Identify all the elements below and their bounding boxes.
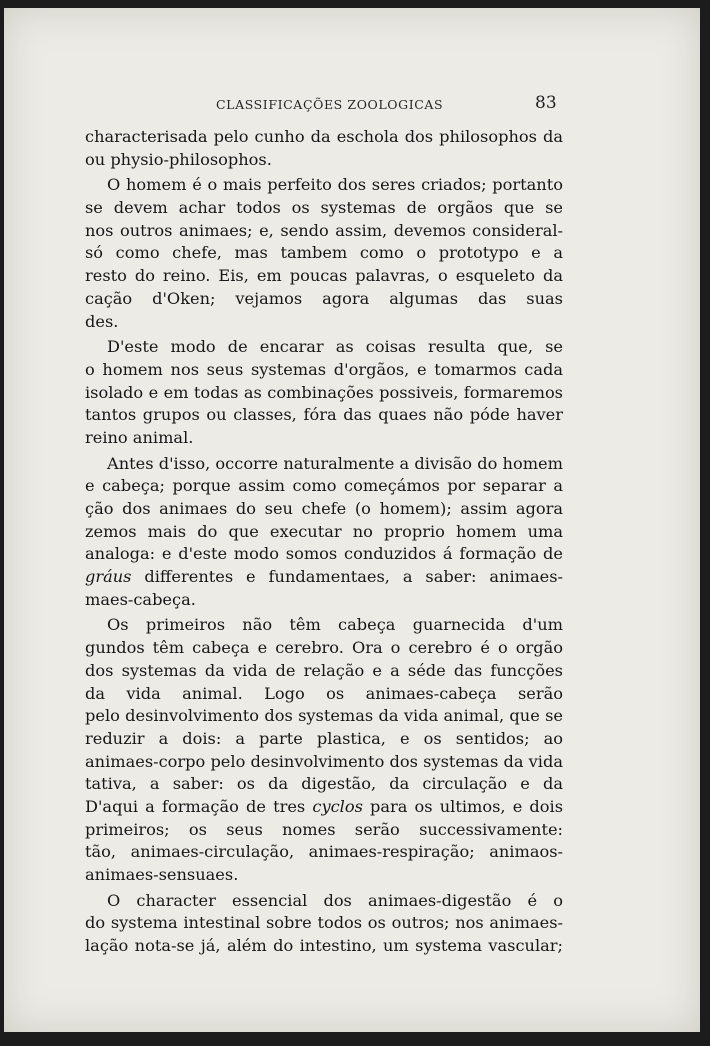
- text-line: gundos têm cabeça e cerebro. Ora o cerebro é o orgão: [85, 638, 563, 658]
- text-line: isolado e em todas as combinações possiveis, formaremos: [85, 382, 563, 402]
- text-line: O character essencial dos animaes-digestão é o: [107, 890, 563, 910]
- paragraph: [85, 336, 563, 449]
- text-line: ou physio-philosophos.: [85, 149, 272, 169]
- text-line: pelo desinvolvimento dos systemas da vida animal, que se: [85, 706, 563, 726]
- text-line: só como chefe, mas tambem como o prototypo e a: [85, 243, 563, 263]
- text-line: D'este modo de encarar as coisas resulta que, se: [107, 337, 563, 357]
- book-page: [4, 8, 700, 1032]
- text-line: maes-cabeça.: [85, 589, 196, 609]
- text-line-with-italic: gráus differentes e fundamentaes, a saber: animaes-: [85, 567, 563, 587]
- text-line: Os primeiros não têm cabeça guarnecida d'um: [107, 615, 563, 635]
- text-line: nos outros animaes; e, sendo assim, devemos consideral-: [85, 220, 563, 240]
- text-line: animaes-corpo pelo desinvolvimento dos systemas da vida: [85, 751, 563, 771]
- text-line: animaes-sensuaes.: [85, 865, 239, 884]
- text-line: characterisada pelo cunho da eschola dos philosophos da: [85, 127, 563, 146]
- text-line: o homem nos seus systemas d'orgãos, e tomarmos cada: [85, 359, 563, 379]
- paragraph: [85, 890, 563, 958]
- text-line: tão, animaes-circulação, animaes-respiração; animaos-: [85, 842, 563, 862]
- text-line: do systema intestinal sobre todos os outros; nos animaes-: [85, 913, 563, 933]
- text-line: O homem é o mais perfeito dos seres criados; portanto: [107, 175, 563, 195]
- text-line: Antes d'isso, occorre naturalmente a divisão do homem: [107, 453, 563, 473]
- text-line: reduzir a dois: a parte plastica, e os sentidos; ao: [85, 728, 563, 748]
- text-line: tativa, a saber: os da digestão, da circulação e da: [85, 774, 563, 794]
- italic-term: gráus: [85, 567, 132, 587]
- text-line: e cabeça; porque assim como começámos por separar a: [85, 476, 563, 496]
- text-line: primeiros; os seus nomes serão successivamente:: [85, 819, 563, 839]
- paragraph: [85, 453, 563, 612]
- paragraph: [85, 126, 563, 171]
- running-title: CLASSIFICAÇÕES ZOOLOGICAS: [216, 97, 444, 112]
- text-line: lação nota-se já, além do intestino, um systema vascular;: [85, 936, 563, 956]
- text-line: dos systemas da vida de relação e a séde das funcções: [85, 660, 563, 680]
- text-line: se devem achar todos os systemas de orgãos que se: [85, 198, 563, 218]
- text-line: resto do reino. Eis, em poucas palavras, o esqueleto da: [85, 266, 563, 286]
- page-number: 83: [535, 93, 557, 113]
- text-line-with-italic: D'aqui a formação de tres cyclos para os ultimos, e dois: [85, 796, 563, 816]
- text-line: ção dos animaes do seu chefe (o homem); assim agora: [85, 499, 563, 518]
- text-line: zemos mais do que executar no proprio homem uma: [85, 521, 563, 541]
- italic-term: cyclos: [312, 796, 363, 816]
- body-text: [85, 126, 563, 958]
- text-line: reino animal.: [85, 427, 194, 447]
- text-line: tantos grupos ou classes, fóra das quaes não póde haver: [85, 405, 563, 425]
- paragraph: [85, 614, 563, 886]
- text-line: des.: [85, 311, 119, 331]
- paragraph: [85, 174, 563, 333]
- page-header: [4, 95, 700, 117]
- text-line: cação d'Oken; vejamos agora algumas das suas: [85, 288, 563, 308]
- text-line: analoga: e d'este modo somos conduzidos á formação de: [85, 544, 563, 564]
- text-line: da vida animal. Logo os animaes-cabeça serão: [85, 683, 563, 703]
